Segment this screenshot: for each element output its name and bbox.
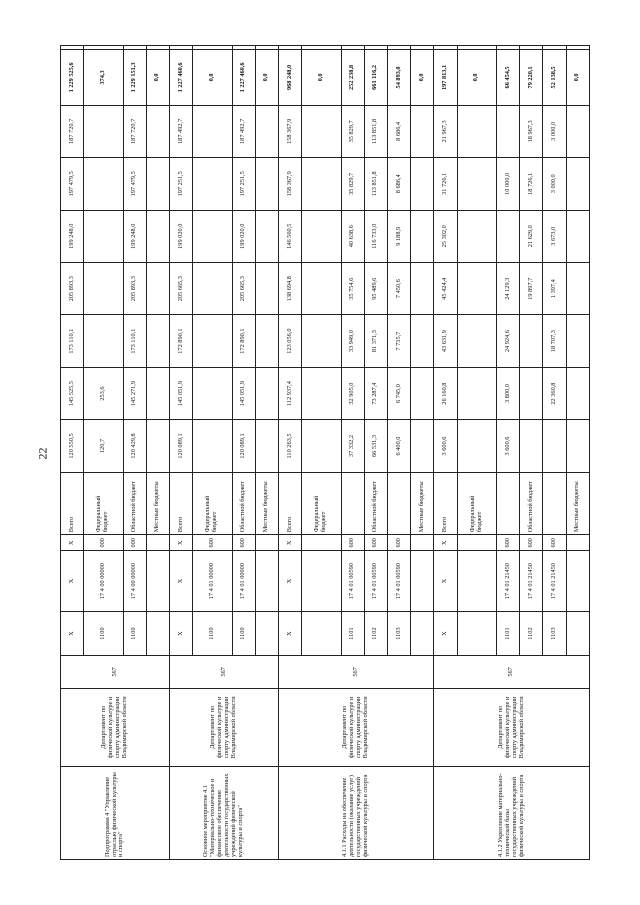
year-value-cell: 24 129,3: [497, 262, 520, 314]
executor-cell: Департамент по физической культуре и спорту администрации Владимирской области: [434, 688, 590, 767]
funding-source-cell: [543, 472, 566, 535]
year-value-cell: 120 089,1: [170, 420, 193, 472]
year-value-cell: [84, 315, 123, 367]
table-row: [279, 46, 302, 860]
year-value-cell: [566, 158, 589, 210]
year-value-cell: [520, 367, 543, 419]
total-cell: 0,0: [566, 50, 589, 105]
funding-source-cell: Местные бюджеты: [566, 472, 589, 535]
year-value-cell: [457, 315, 496, 367]
year-value-cell: [302, 210, 341, 262]
vr-cell: [566, 535, 589, 551]
total-cell: 66 454,5: [497, 50, 520, 105]
year-value-cell: [566, 367, 589, 419]
csr-cell: 17 4 00 00000: [84, 551, 123, 612]
vr-cell: X: [279, 535, 302, 551]
table-row: [434, 46, 457, 860]
year-value-cell: 173 110,1: [123, 315, 146, 367]
csr-cell: 17 4 01 00000: [232, 551, 255, 612]
year-value-cell: 145 525,5: [61, 367, 84, 419]
margin-cell: [170, 46, 193, 50]
year-value-cell: [411, 105, 434, 157]
grbs-cell: 567: [61, 656, 170, 688]
grbs-cell: 567: [170, 656, 279, 688]
year-value-cell: [411, 367, 434, 419]
vr-cell: 600: [193, 535, 232, 551]
csr-cell: 17 4 01 00590: [364, 551, 387, 612]
year-value-cell: [84, 105, 123, 157]
funding-source-cell: [497, 472, 520, 535]
year-value-cell: 22 360,8: [543, 367, 566, 419]
rz-pr-cell: [255, 611, 278, 655]
year-value-cell: [566, 210, 589, 262]
csr-cell: X: [170, 551, 193, 612]
year-value-cell: 199 248,0: [61, 210, 84, 262]
total-cell: 0,0: [146, 50, 169, 105]
year-value-cell: [302, 262, 341, 314]
vr-cell: 600: [497, 535, 520, 551]
margin-cell: [411, 46, 434, 50]
vr-cell: 600: [520, 535, 543, 551]
year-value-cell: 138 694,8: [279, 262, 302, 314]
year-value-cell: [411, 420, 434, 472]
year-value-cell: [411, 315, 434, 367]
year-value-cell: [193, 315, 232, 367]
page-number: 22: [35, 447, 50, 460]
year-value-cell: 21 967,3: [434, 105, 457, 157]
program-name-cell: 4.1.1 Расходы на обеспечение деятельности (оказание услуг) государственных учреждений физической культуры и спорта: [279, 767, 434, 860]
rz-pr-cell: [566, 611, 589, 655]
year-value-cell: 113 851,8: [364, 105, 387, 157]
year-value-cell: 43 631,9: [434, 315, 457, 367]
total-cell: 252 238,8: [341, 50, 364, 105]
year-value-cell: [543, 420, 566, 472]
year-value-cell: 120 429,8: [123, 420, 146, 472]
margin-cell: [497, 46, 520, 50]
funding-source-cell: Всего: [279, 472, 302, 535]
year-value-cell: [411, 158, 434, 210]
vr-cell: 000: [84, 535, 123, 551]
year-value-cell: [146, 210, 169, 262]
year-value-cell: 66 531,3: [364, 420, 387, 472]
year-value-cell: [146, 420, 169, 472]
year-value-cell: [457, 105, 496, 157]
year-value-cell: 187 720,7: [61, 105, 84, 157]
funding-source-cell: Всего: [434, 472, 457, 535]
year-value-cell: 199 020,0: [170, 210, 193, 262]
year-value-cell: 197 251,5: [170, 158, 193, 210]
year-value-cell: [255, 420, 278, 472]
total-cell: 1 227 460,6: [170, 50, 193, 105]
total-cell: 52 138,5: [543, 50, 566, 105]
vr-cell: [411, 535, 434, 551]
rz-pr-cell: 1102: [520, 611, 543, 655]
year-value-cell: [302, 158, 341, 210]
total-cell: 0,0: [457, 50, 496, 105]
table-row: [170, 46, 193, 860]
vr-cell: 000: [123, 535, 146, 551]
year-value-cell: [457, 420, 496, 472]
year-value-cell: [146, 158, 169, 210]
year-value-cell: 172 890,1: [232, 315, 255, 367]
year-value-cell: 187 492,7: [170, 105, 193, 157]
year-value-cell: [566, 420, 589, 472]
year-value-cell: 120 550,5: [61, 420, 84, 472]
year-value-cell: 45 424,4: [434, 262, 457, 314]
year-value-cell: 199 020,0: [232, 210, 255, 262]
year-value-cell: 1 397,4: [543, 262, 566, 314]
year-value-cell: [255, 105, 278, 157]
year-value-cell: 35 829,7: [341, 105, 364, 157]
funding-source-cell: Областной бюджет: [364, 472, 387, 535]
csr-cell: [255, 551, 278, 612]
year-value-cell: [146, 367, 169, 419]
year-value-cell: 123 056,0: [279, 315, 302, 367]
program-name-cell: Подпрограмма 4 "Управление отраслью физической культуры и спорта": [61, 767, 170, 860]
total-cell: 0,0: [193, 50, 232, 105]
year-value-cell: 33 949,0: [341, 315, 364, 367]
csr-cell: [411, 551, 434, 612]
csr-cell: 17 4 01 00000: [193, 551, 232, 612]
year-value-cell: 173 110,1: [61, 315, 84, 367]
year-value-cell: 120 089,1: [232, 420, 255, 472]
year-value-cell: 18 707,3: [543, 315, 566, 367]
year-value-cell: 10 000,0: [497, 158, 520, 210]
margin-cell: [279, 46, 302, 50]
vr-cell: 600: [543, 535, 566, 551]
year-value-cell: [457, 158, 496, 210]
year-value-cell: [255, 367, 278, 419]
budget-table: [60, 45, 590, 860]
csr-cell: [457, 551, 496, 612]
year-value-cell: [497, 210, 520, 262]
year-value-cell: 32 905,0: [341, 367, 364, 419]
year-value-cell: [255, 158, 278, 210]
csr-cell: [566, 551, 589, 612]
csr-cell: X: [434, 551, 457, 612]
margin-cell: [123, 46, 146, 50]
vr-cell: [255, 535, 278, 551]
year-value-cell: 37 332,2: [341, 420, 364, 472]
total-cell: 0,0: [411, 50, 434, 105]
year-value-cell: [566, 262, 589, 314]
year-value-cell: 205 665,3: [232, 262, 255, 314]
budget-table-sheet: [60, 45, 590, 860]
program-name-cell: 4.1.2 Укрепление материально-технической базы государственных учреждений физической культуры и спорта: [434, 767, 590, 860]
funding-source-cell: Местные бюджеты: [255, 472, 278, 535]
year-value-cell: 3 800,0: [497, 367, 520, 419]
rz-pr-cell: 1100: [123, 611, 146, 655]
csr-cell: [146, 551, 169, 612]
year-value-cell: 120,7: [84, 420, 123, 472]
year-value-cell: 19 897,7: [520, 262, 543, 314]
year-value-cell: [566, 315, 589, 367]
year-value-cell: 172 890,1: [170, 315, 193, 367]
year-value-cell: 205 665,3: [170, 262, 193, 314]
year-value-cell: 26 160,8: [434, 367, 457, 419]
vr-cell: 600: [388, 535, 411, 551]
rz-pr-cell: [302, 611, 341, 655]
rz-pr-cell: 1100: [193, 611, 232, 655]
rz-pr-cell: 1103: [543, 611, 566, 655]
csr-cell: X: [279, 551, 302, 612]
year-value-cell: [146, 315, 169, 367]
csr-cell: 17 4 01 00590: [388, 551, 411, 612]
year-value-cell: [302, 420, 341, 472]
margin-cell: [193, 46, 232, 50]
rz-pr-cell: 1103: [388, 611, 411, 655]
vr-cell: [302, 535, 341, 551]
vr-cell: [457, 535, 496, 551]
total-cell: 374,3: [84, 50, 123, 105]
year-value-cell: 197 479,5: [61, 158, 84, 210]
funding-source-cell: Всего: [170, 472, 193, 535]
year-value-cell: 95 489,6: [364, 262, 387, 314]
year-value-cell: 3 000,0: [543, 158, 566, 210]
year-value-cell: [193, 210, 232, 262]
margin-cell: [84, 46, 123, 50]
year-value-cell: 35 754,6: [341, 262, 364, 314]
funding-source-cell: Всего: [61, 472, 84, 535]
year-value-cell: 18 726,1: [520, 158, 543, 210]
grbs-cell: 567: [434, 656, 590, 688]
csr-cell: X: [61, 551, 84, 612]
year-value-cell: 3 673,0: [543, 210, 566, 262]
rz-pr-cell: 1102: [364, 611, 387, 655]
margin-cell: [520, 46, 543, 50]
vr-cell: 600: [341, 535, 364, 551]
rz-pr-cell: [146, 611, 169, 655]
vr-cell: X: [61, 535, 84, 551]
year-value-cell: 158 367,9: [279, 105, 302, 157]
margin-cell: [388, 46, 411, 50]
year-value-cell: [457, 210, 496, 262]
funding-source-cell: Областной бюджет: [520, 472, 543, 535]
total-cell: 1 229 151,3: [123, 50, 146, 105]
year-value-cell: 7 450,6: [388, 262, 411, 314]
total-cell: 968 248,0: [279, 50, 302, 105]
year-value-cell: 158 367,9: [279, 158, 302, 210]
year-value-cell: [302, 315, 341, 367]
executor-cell: Департамент по физической культуре и спорту администрации Владимирской области: [170, 688, 279, 767]
year-value-cell: 205 893,3: [61, 262, 84, 314]
year-value-cell: 40 638,6: [341, 210, 364, 262]
program-name-cell: Основное мероприятие 4.1 "Материально-техническое и финансовое обеспечение деятельности государственных учреждений физической культуры и спорта": [170, 767, 279, 860]
year-value-cell: 73 287,4: [364, 367, 387, 419]
margin-cell: [255, 46, 278, 50]
year-value-cell: 197 479,5: [123, 158, 146, 210]
year-value-cell: [255, 210, 278, 262]
margin-cell: [457, 46, 496, 50]
year-value-cell: 199 248,0: [123, 210, 146, 262]
year-value-cell: [193, 105, 232, 157]
year-value-cell: 146 560,5: [279, 210, 302, 262]
executor-cell: Департамент по физической культуре и спорту администрации Владимирской области: [279, 688, 434, 767]
vr-cell: 600: [364, 535, 387, 551]
funding-source-cell: [388, 472, 411, 535]
table-row: [61, 46, 84, 860]
year-value-cell: [302, 367, 341, 419]
year-value-cell: 6 400,0: [388, 420, 411, 472]
year-value-cell: [193, 420, 232, 472]
year-value-cell: [457, 367, 496, 419]
year-value-cell: [566, 105, 589, 157]
year-value-cell: 18 967,3: [520, 105, 543, 157]
year-value-cell: [84, 210, 123, 262]
total-cell: 79 220,1: [520, 50, 543, 105]
grbs-cell: 567: [279, 656, 434, 688]
year-value-cell: 21 629,0: [520, 210, 543, 262]
year-value-cell: 197 251,5: [232, 158, 255, 210]
year-value-cell: 7 735,7: [388, 315, 411, 367]
rz-pr-cell: [411, 611, 434, 655]
year-value-cell: 187 720,7: [123, 105, 146, 157]
year-value-cell: 3 000,0: [543, 105, 566, 157]
margin-cell: [566, 46, 589, 50]
rz-pr-cell: 1100: [84, 611, 123, 655]
year-value-cell: 113 851,8: [364, 158, 387, 210]
year-value-cell: [411, 210, 434, 262]
year-value-cell: [255, 315, 278, 367]
rz-pr-cell: X: [279, 611, 302, 655]
csr-cell: [302, 551, 341, 612]
year-value-cell: [302, 105, 341, 157]
year-value-cell: 205 893,3: [123, 262, 146, 314]
csr-cell: 17 4 01 21450: [543, 551, 566, 612]
total-cell: 54 893,0: [388, 50, 411, 105]
total-cell: 1 229 525,6: [61, 50, 84, 105]
funding-source-cell: Федеральный бюджет: [193, 472, 232, 535]
funding-source-cell: Федеральный бюджет: [457, 472, 496, 535]
year-value-cell: 31 726,1: [434, 158, 457, 210]
year-value-cell: 81 371,3: [364, 315, 387, 367]
year-value-cell: [146, 262, 169, 314]
total-cell: 0,0: [302, 50, 341, 105]
year-value-cell: [497, 105, 520, 157]
total-cell: 1 227 460,6: [232, 50, 255, 105]
year-value-cell: 187 492,7: [232, 105, 255, 157]
funding-source-cell: Областной бюджет: [232, 472, 255, 535]
rz-pr-cell: 1101: [341, 611, 364, 655]
year-value-cell: 25 302,0: [434, 210, 457, 262]
funding-source-cell: Федеральный бюджет: [302, 472, 341, 535]
year-value-cell: [193, 262, 232, 314]
margin-cell: [364, 46, 387, 50]
vr-cell: [146, 535, 169, 551]
margin-cell: [302, 46, 341, 50]
year-value-cell: 145 271,9: [123, 367, 146, 419]
total-cell: 197 813,1: [434, 50, 457, 105]
year-value-cell: [193, 367, 232, 419]
year-value-cell: [193, 158, 232, 210]
year-value-cell: 24 924,6: [497, 315, 520, 367]
rz-pr-cell: [457, 611, 496, 655]
margin-cell: [543, 46, 566, 50]
csr-cell: 17 4 01 21450: [520, 551, 543, 612]
year-value-cell: [520, 315, 543, 367]
margin-cell: [146, 46, 169, 50]
year-value-cell: 8 686,4: [388, 105, 411, 157]
year-value-cell: 253,6: [84, 367, 123, 419]
year-value-cell: [84, 158, 123, 210]
vr-cell: X: [170, 535, 193, 551]
margin-cell: [341, 46, 364, 50]
year-value-cell: 110 263,5: [279, 420, 302, 472]
funding-source-cell: Местные бюджеты: [146, 472, 169, 535]
rz-pr-cell: X: [170, 611, 193, 655]
funding-source-cell: Федеральный бюджет: [84, 472, 123, 535]
year-value-cell: 8 686,4: [388, 158, 411, 210]
csr-cell: 17 4 01 00590: [341, 551, 364, 612]
funding-source-cell: [341, 472, 364, 535]
rz-pr-cell: 1101: [497, 611, 520, 655]
funding-source-cell: Областной бюджет: [123, 472, 146, 535]
year-value-cell: 145 051,9: [170, 367, 193, 419]
total-cell: 0,0: [255, 50, 278, 105]
year-value-cell: 6 745,0: [388, 367, 411, 419]
vr-cell: 600: [232, 535, 255, 551]
margin-cell: [232, 46, 255, 50]
rz-pr-cell: X: [434, 611, 457, 655]
year-value-cell: 35 829,7: [341, 158, 364, 210]
csr-cell: 17 4 00 00000: [123, 551, 146, 612]
year-value-cell: [457, 262, 496, 314]
rz-pr-cell: 1100: [232, 611, 255, 655]
year-value-cell: 145 051,9: [232, 367, 255, 419]
vr-cell: X: [434, 535, 457, 551]
year-value-cell: [520, 420, 543, 472]
margin-cell: [434, 46, 457, 50]
year-value-cell: 9 188,9: [388, 210, 411, 262]
total-cell: 661 116,2: [364, 50, 387, 105]
year-value-cell: [146, 105, 169, 157]
margin-cell: [61, 46, 84, 50]
year-value-cell: [411, 262, 434, 314]
year-value-cell: 3 600,6: [497, 420, 520, 472]
rz-pr-cell: X: [61, 611, 84, 655]
executor-cell: Департамент по физической культуре и спорту администрации Владимирской области: [61, 688, 170, 767]
funding-source-cell: Местные бюджеты: [411, 472, 434, 535]
year-value-cell: 3 600,6: [434, 420, 457, 472]
year-value-cell: 116 733,0: [364, 210, 387, 262]
csr-cell: 17 4 01 21450: [497, 551, 520, 612]
year-value-cell: [84, 262, 123, 314]
year-value-cell: [255, 262, 278, 314]
year-value-cell: 112 937,4: [279, 367, 302, 419]
